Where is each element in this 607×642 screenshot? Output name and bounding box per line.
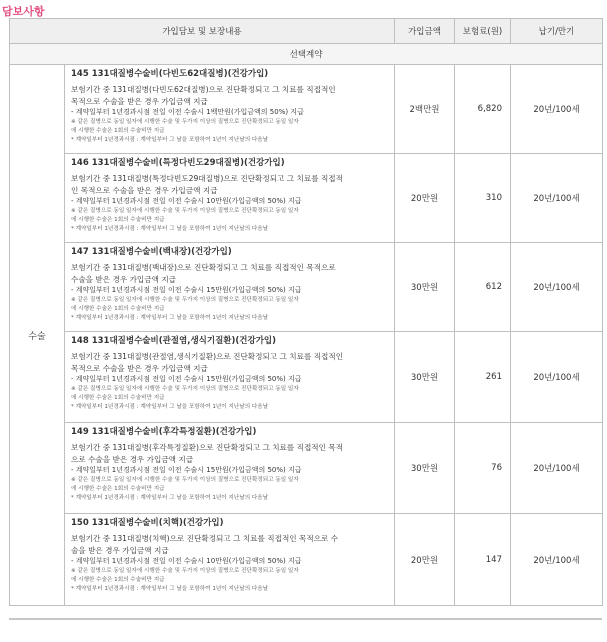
table-row [10, 332, 603, 423]
table-row [10, 154, 603, 243]
amount-cell: 20만원 [395, 514, 455, 606]
coverage-line: 술을 받은 경우 가입금액 지급 [71, 545, 169, 555]
term-cell: 20년/100세 [511, 514, 603, 606]
coverage-title: 147 131대질병수술비(백내장)(건강가입) [71, 247, 232, 257]
coverage-line: - 계약일부터 1년경과시점 전일 이전 수술시 15만원(가입금액의 50%) 지급 [71, 286, 302, 294]
coverage-note: ※ 같은 질병으로 동일 일자에 시행한 수술 및 두가지 이상의 질병으로 진단확정되고 동일 일자 [71, 208, 299, 214]
coverage-note: 에 시행한 수술은 1회의 수술비만 지급 [71, 486, 165, 492]
coverage-line: - 계약일부터 1년경과시점 전일 이전 수술시 15만원(가입금액의 50%) 지급 [71, 466, 302, 474]
amount-cell: 30만원 [395, 243, 455, 332]
coverage-title: 150 131대질병수술비(치핵)(건강가입) [71, 518, 224, 528]
coverage-title: 149 131대질병수술비(후각특정질환)(건강가입) [71, 427, 257, 437]
amount-cell: 2백만원 [395, 65, 455, 154]
amount-cell: 30만원 [395, 423, 455, 514]
coverage-description [65, 332, 395, 423]
premium-cell: 147 [455, 514, 511, 606]
coverage-note: ※ 같은 질병으로 동일 일자에 시행한 수술 및 두가지 이상의 질병으로 진단확정되고 동일 일자 [71, 386, 299, 392]
coverage-line: 목적으로 수술을 받은 경우 가입금액 지급 [71, 96, 208, 106]
term-cell: 20년/100세 [511, 332, 603, 423]
coverage-line: 보험기간 중 131대질병(다빈도62대질병)으로 진단확정되고 그 치료를 직접적인 [71, 85, 336, 94]
coverage-line: - 계약일부터 1년경과시점 전일 이전 수술시 1백만원(가입금액의 50%) 지급 [71, 108, 304, 116]
table-row [10, 514, 603, 606]
category-cell: 수술 [10, 65, 65, 606]
premium-cell: 6,820 [455, 65, 511, 154]
term-cell: 20년/100세 [511, 65, 603, 154]
coverage-title: 146 131대질병수술비(특정다빈도29대질병)(건강가입) [71, 158, 285, 168]
coverage-note: * 계약일부터 1년경과시점 : 계약일부터 그 날을 포함하여 1년이 지난날의 다음날 [71, 226, 269, 232]
coverage-note: * 계약일부터 1년경과시점 : 계약일부터 그 날을 포함하여 1년이 지난날의 다음날 [71, 315, 269, 321]
coverage-line: 보험기간 중 131대질병(치핵)으로 진단확정되고 그 치료를 직접적인 목적으로 수 [71, 534, 339, 543]
term-cell: 20년/100세 [511, 154, 603, 243]
coverage-note: * 계약일부터 1년경과시점 : 계약일부터 그 날을 포함하여 1년이 지난날의 다음날 [71, 586, 269, 592]
coverage-line: - 계약일부터 1년경과시점 전일 이전 수술시 10만원(가입금액의 50%) 지급 [71, 197, 302, 205]
coverage-description [65, 65, 395, 154]
coverage-note: 에 시행한 수술은 1회의 수술비만 지급 [71, 217, 165, 223]
premium-cell: 261 [455, 332, 511, 423]
coverage-line: 수술을 받은 경우 가입금액 지급 [71, 274, 177, 284]
coverage-note: 에 시행한 수술은 1회의 수술비만 지급 [71, 395, 165, 401]
coverage-line: 보험기간 중 131대질병(후각특정질환)으로 진단확정되고 그 치료를 직접적인 목적 [71, 443, 344, 452]
coverage-table [9, 18, 603, 606]
coverage-line: - 계약일부터 1년경과시점 전일 이전 수술시 15만원(가입금액의 50%) 지급 [71, 375, 302, 383]
header-premium: 보험료(원) [455, 19, 511, 44]
premium-cell: 76 [455, 423, 511, 514]
coverage-note: ※ 같은 질병으로 동일 일자에 시행한 수술 및 두가지 이상의 질병으로 진단확정되고 동일 일자 [71, 477, 299, 483]
amount-cell: 30만원 [395, 332, 455, 423]
coverage-note: 에 시행한 수술은 1회의 수술비만 지급 [71, 306, 165, 312]
coverage-note: ※ 같은 질병으로 동일 일자에 시행한 수술 및 두가지 이상의 질병으로 진단확정되고 동일 일자 [71, 568, 299, 574]
table-row [10, 243, 603, 332]
term-cell: 20년/100세 [511, 423, 603, 514]
coverage-note: ※ 같은 질병으로 동일 일자에 시행한 수술 및 두가지 이상의 질병으로 진단확정되고 동일 일자 [71, 297, 299, 303]
term-cell: 20년/100세 [511, 243, 603, 332]
table-bottom-rule [9, 618, 602, 620]
coverage-line: 인 목적으로 수술을 받은 경우 가입금액 지급 [71, 185, 218, 195]
coverage-note: * 계약일부터 1년경과시점 : 계약일부터 그 날을 포함하여 1년이 지난날의 다음날 [71, 404, 269, 410]
premium-cell: 612 [455, 243, 511, 332]
section-label: 선택계약 [10, 44, 603, 65]
coverage-line: 보험기간 중 131대질병(특정다빈도29대질병)으로 진단확정되고 그 치료를 직접적 [71, 174, 343, 183]
coverage-description [65, 154, 395, 243]
coverage-title: 145 131대질병수술비(다빈도62대질병)(건강가입) [71, 69, 269, 79]
table-row [10, 65, 603, 154]
table-row [10, 423, 603, 514]
coverage-line: 보험기간 중 131대질병(백내장)으로 진단확정되고 그 치료를 직접적인 목적으로 [71, 263, 336, 272]
header-term: 납기/만기 [511, 19, 603, 44]
coverage-note: 에 시행한 수술은 1회의 수술비만 지급 [71, 577, 165, 583]
header-coverage: 가입담보 및 보장내용 [10, 19, 395, 44]
coverage-description [65, 514, 395, 606]
coverage-note: 에 시행한 수술은 1회의 수술비만 지급 [71, 128, 165, 134]
coverage-line: 보험기간 중 131대질병(관절염,생식기질환)으로 진단확정되고 그 치료를 직접적인 [71, 352, 344, 361]
table-header-row [10, 19, 603, 44]
header-amount: 가입금액 [395, 19, 455, 44]
amount-cell: 20만원 [395, 154, 455, 243]
section-row [10, 44, 603, 65]
coverage-line: - 계약일부터 1년경과시점 전일 이전 수술시 10만원(가입금액의 50%) 지급 [71, 557, 302, 565]
coverage-line: 으로 수술을 받은 경우 가입금액 지급 [71, 454, 194, 464]
coverage-title: 148 131대질병수술비(관절염,생식기질환)(건강가입) [71, 336, 277, 346]
coverage-line: 목적으로 수술을 받은 경우 가입금액 지급 [71, 363, 208, 373]
premium-cell: 310 [455, 154, 511, 243]
coverage-description [65, 423, 395, 514]
coverage-note: * 계약일부터 1년경과시점 : 계약일부터 그 날을 포함하여 1년이 지난날의 다음날 [71, 137, 269, 143]
coverage-description [65, 243, 395, 332]
section-title: 담보사항 [2, 5, 45, 18]
coverage-note: * 계약일부터 1년경과시점 : 계약일부터 그 날을 포함하여 1년이 지난날의 다음날 [71, 495, 269, 501]
coverage-note: ※ 같은 질병으로 동일 일자에 시행한 수술 및 두가지 이상의 질병으로 진단확정되고 동일 일자 [71, 119, 299, 125]
